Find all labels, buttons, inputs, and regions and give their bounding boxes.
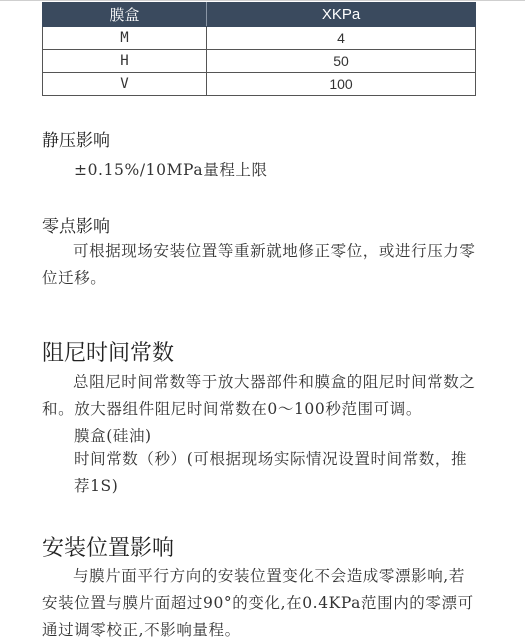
table-cell-value: 4 [207, 27, 476, 50]
table-header-xkpa: XKPa [207, 3, 476, 27]
table-cell-capsule: M [43, 27, 207, 50]
table-cell-value: 100 [207, 73, 476, 96]
damping-text: 总阻尼时间常数等于放大器部件和膜盒的阻尼时间常数之和。放大器组件阻尼时间常数在0～100秒范围可调。 [42, 373, 476, 418]
table-row [43, 27, 476, 50]
zero-effect-heading: 零点影响 [42, 217, 110, 237]
static-pressure-heading: 静压影响 [42, 131, 110, 151]
damping-heading: 阻尼时间常数 [42, 341, 175, 366]
capsule-range-table [42, 2, 476, 96]
damping-time-constant-text: 时间常数（秒）(可根据现场实际情况设置时间常数，推荐1S) [74, 450, 468, 495]
table-cell-capsule: H [43, 50, 207, 73]
static-pressure-text: ±0.15%/10MPa量程上限 [74, 161, 268, 179]
table-header-row [43, 3, 476, 27]
mounting-heading: 安装位置影响 [42, 536, 175, 561]
damping-capsule-label: 膜盒(硅油) [74, 427, 152, 445]
table-row [43, 50, 476, 73]
page-top-border [0, 0, 525, 1]
mounting-text: 与膜片面平行方向的安装位置变化不会造成零漂影响,若安装位置与膜片面超过90°的变化,在0.4KPa范围内的零漂可通过调零校正,不影响量程。 [42, 567, 474, 639]
table-header-capsule: 膜盒 [43, 3, 207, 27]
zero-effect-text: 可根据现场安装位置等重新就地修正零位，或进行压力零位迁移。 [42, 242, 476, 287]
table-cell-value: 50 [207, 50, 476, 73]
table-row [43, 73, 476, 96]
table-cell-capsule: V [43, 73, 207, 96]
